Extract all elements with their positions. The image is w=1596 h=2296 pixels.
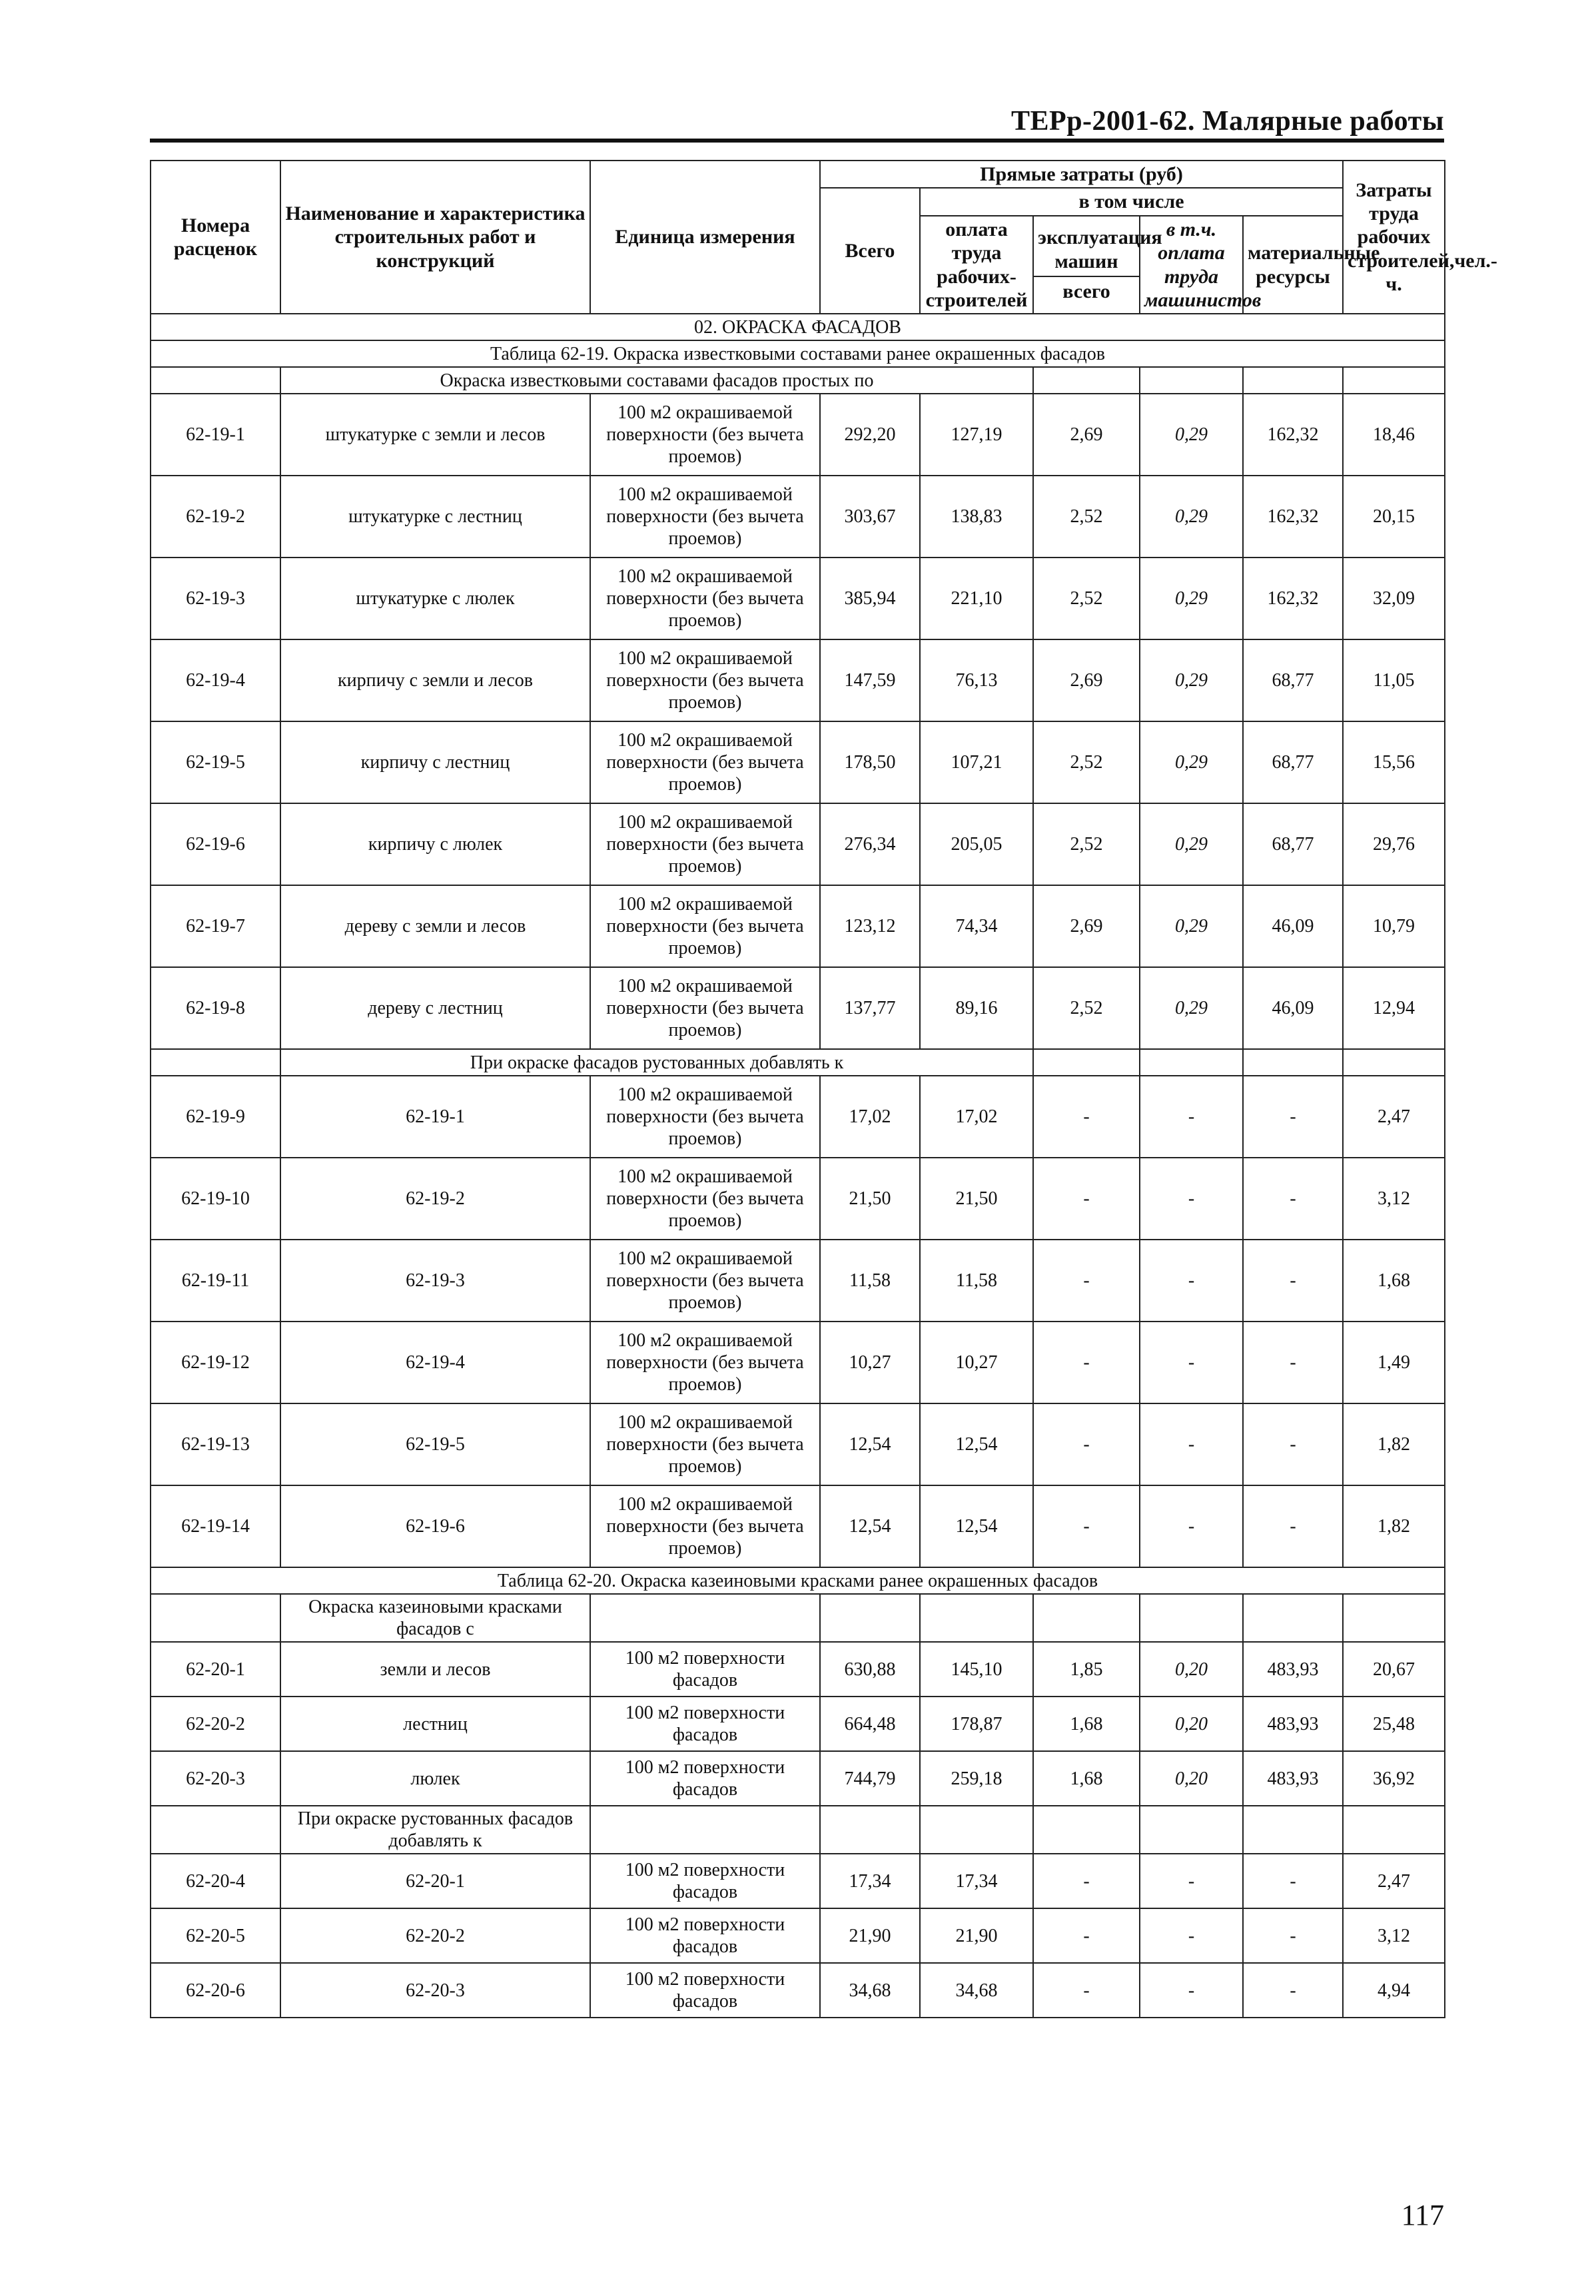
- wages-cell: 34,68: [920, 1963, 1033, 2018]
- unit-cell: 100 м2 поверхности фасадов: [590, 1697, 820, 1751]
- spacer-cell: [1140, 1594, 1243, 1642]
- labor-cell: 20,15: [1343, 476, 1445, 558]
- rate-code-cell: 62-19-6: [151, 803, 280, 885]
- section-title: 02. ОКРАСКА ФАСАДОВ: [151, 314, 1445, 340]
- wages-cell: 76,13: [920, 639, 1033, 721]
- spacer-cell: [1243, 1806, 1343, 1854]
- spacer-cell: [1033, 1594, 1140, 1642]
- spacer-cell: [151, 1806, 280, 1854]
- labor-cell: 25,48: [1343, 1697, 1445, 1751]
- machinist-wages-cell: -: [1140, 1485, 1243, 1567]
- total-cell: 12,54: [820, 1485, 920, 1567]
- materials-cell: 483,93: [1243, 1697, 1343, 1751]
- work-name-cell: люлек: [280, 1751, 590, 1806]
- spacer-cell: [1343, 1594, 1445, 1642]
- work-name-cell: штукатурке с люлек: [280, 558, 590, 639]
- rate-code-cell: 62-19-13: [151, 1403, 280, 1485]
- wages-cell: 12,54: [920, 1485, 1033, 1567]
- table-header: [151, 161, 1497, 314]
- spacer-cell: [820, 1806, 920, 1854]
- wages-cell: 221,10: [920, 558, 1033, 639]
- machinist-wages-cell: -: [1140, 1854, 1243, 1908]
- wages-cell: 17,34: [920, 1854, 1033, 1908]
- wages-cell: 21,90: [920, 1908, 1033, 1963]
- rate-code-cell: 62-20-5: [151, 1908, 280, 1963]
- materials-cell: 483,93: [1243, 1751, 1343, 1806]
- total-cell: 276,34: [820, 803, 920, 885]
- title-row: [151, 1567, 1445, 1594]
- table-row: [151, 1322, 1445, 1403]
- unit-cell: 100 м2 окрашиваемой поверхности (без вычета проемов): [590, 1240, 820, 1322]
- spacer-cell: [1140, 1049, 1243, 1076]
- labor-cell: 2,47: [1343, 1076, 1445, 1158]
- machines-cell: -: [1033, 1963, 1140, 2018]
- table-row: [151, 967, 1445, 1049]
- wages-cell: 145,10: [920, 1642, 1033, 1697]
- unit-cell: 100 м2 окрашиваемой поверхности (без вычета проемов): [590, 1076, 820, 1158]
- work-name-cell: штукатурке с лестниц: [280, 476, 590, 558]
- work-name-cell: 62-20-1: [280, 1854, 590, 1908]
- labor-cell: 3,12: [1343, 1158, 1445, 1240]
- machinist-wages-cell: 0,29: [1140, 558, 1243, 639]
- unit-cell: 100 м2 окрашиваемой поверхности (без вычета проемов): [590, 639, 820, 721]
- materials-cell: 483,93: [1243, 1642, 1343, 1697]
- unit-cell: 100 м2 поверхности фасадов: [590, 1642, 820, 1697]
- machinist-wages-cell: 0,29: [1140, 803, 1243, 885]
- rate-code-cell: 62-19-7: [151, 885, 280, 967]
- column-header-total: Всего: [820, 188, 920, 314]
- unit-cell: 100 м2 окрашиваемой поверхности (без вычета проемов): [590, 721, 820, 803]
- labor-cell: 2,47: [1343, 1854, 1445, 1908]
- work-name-cell: кирпичу с люлек: [280, 803, 590, 885]
- wages-cell: 127,19: [920, 394, 1033, 476]
- materials-cell: -: [1243, 1908, 1343, 1963]
- machines-cell: -: [1033, 1076, 1140, 1158]
- table-row: [151, 1751, 1445, 1806]
- wages-cell: 89,16: [920, 967, 1033, 1049]
- unit-cell: 100 м2 поверхности фасадов: [590, 1963, 820, 2018]
- machines-cell: 1,68: [1033, 1751, 1140, 1806]
- machinist-wages-cell: -: [1140, 1158, 1243, 1240]
- table-row: [151, 1240, 1445, 1322]
- machinist-wages-cell: 0,29: [1140, 639, 1243, 721]
- total-cell: 178,50: [820, 721, 920, 803]
- machinist-wages-cell: 0,29: [1140, 967, 1243, 1049]
- work-name-cell: дереву с земли и лесов: [280, 885, 590, 967]
- unit-cell: 100 м2 окрашиваемой поверхности (без вычета проемов): [590, 1403, 820, 1485]
- machines-cell: 2,52: [1033, 476, 1140, 558]
- machinist-wages-cell: 0,20: [1140, 1642, 1243, 1697]
- table-row: [151, 721, 1445, 803]
- spacer-cell: [151, 1594, 280, 1642]
- wages-cell: 205,05: [920, 803, 1033, 885]
- labor-cell: 1,68: [1343, 1240, 1445, 1322]
- unit-cell: 100 м2 окрашиваемой поверхности (без вычета проемов): [590, 394, 820, 476]
- total-cell: 11,58: [820, 1240, 920, 1322]
- machines-cell: 2,52: [1033, 721, 1140, 803]
- machines-cell: -: [1033, 1403, 1140, 1485]
- spacer-cell: [590, 1806, 820, 1854]
- table-row: [151, 1963, 1445, 2018]
- machinist-wages-cell: 0,20: [1140, 1697, 1243, 1751]
- labor-cell: 32,09: [1343, 558, 1445, 639]
- work-name-cell: 62-19-1: [280, 1076, 590, 1158]
- labor-cell: 11,05: [1343, 639, 1445, 721]
- table-20-subtitle: Окраска казеиновыми красками фасадов с: [280, 1594, 590, 1642]
- machines-cell: -: [1033, 1240, 1140, 1322]
- unit-cell: 100 м2 окрашиваемой поверхности (без вычета проемов): [590, 558, 820, 639]
- labor-cell: 1,82: [1343, 1403, 1445, 1485]
- column-header-including: в том числе: [920, 188, 1343, 215]
- spacer-cell: [1243, 1594, 1343, 1642]
- work-name-cell: земли и лесов: [280, 1642, 590, 1697]
- spacer-cell: [920, 1806, 1033, 1854]
- wages-cell: 12,54: [920, 1403, 1033, 1485]
- unit-cell: 100 м2 поверхности фасадов: [590, 1908, 820, 1963]
- price-table: [150, 160, 1497, 2018]
- page-number: 117: [1401, 2199, 1444, 2231]
- total-cell: 744,79: [820, 1751, 920, 1806]
- machinist-wages-cell: -: [1140, 1403, 1243, 1485]
- unit-cell: 100 м2 окрашиваемой поверхности (без вычета проемов): [590, 885, 820, 967]
- column-header-machinist-wages: в т.ч. оплата труда машинистов: [1140, 216, 1243, 314]
- materials-cell: -: [1243, 1076, 1343, 1158]
- machines-cell: -: [1033, 1322, 1140, 1403]
- work-name-cell: 62-19-5: [280, 1403, 590, 1485]
- materials-cell: 68,77: [1243, 721, 1343, 803]
- unit-cell: 100 м2 окрашиваемой поверхности (без вычета проемов): [590, 1158, 820, 1240]
- materials-cell: -: [1243, 1158, 1343, 1240]
- labor-cell: 12,94: [1343, 967, 1445, 1049]
- column-header-labor: Затраты труда рабочих строителей,чел.-ч.: [1343, 161, 1445, 314]
- rate-code-cell: 62-20-6: [151, 1963, 280, 2018]
- machines-cell: 2,52: [1033, 803, 1140, 885]
- unit-cell: 100 м2 окрашиваемой поверхности (без вычета проемов): [590, 476, 820, 558]
- labor-cell: 10,79: [1343, 885, 1445, 967]
- rate-code-cell: 62-19-12: [151, 1322, 280, 1403]
- unit-cell: 100 м2 поверхности фасадов: [590, 1751, 820, 1806]
- table-19-rustic-title: При окраске фасадов рустованных добавлять к: [280, 1049, 1033, 1076]
- labor-cell: 18,46: [1343, 394, 1445, 476]
- rate-code-cell: 62-20-2: [151, 1697, 280, 1751]
- materials-cell: 46,09: [1243, 885, 1343, 967]
- spacer-cell: [1343, 367, 1445, 394]
- total-cell: 303,67: [820, 476, 920, 558]
- wages-cell: 10,27: [920, 1322, 1033, 1403]
- column-header-unit: Единица измерения: [590, 161, 820, 314]
- machinist-wages-cell: -: [1140, 1240, 1243, 1322]
- materials-cell: -: [1243, 1485, 1343, 1567]
- rate-code-cell: 62-20-1: [151, 1642, 280, 1697]
- work-name-cell: 62-19-2: [280, 1158, 590, 1240]
- total-cell: 664,48: [820, 1697, 920, 1751]
- section-row: [151, 1049, 1445, 1076]
- total-cell: 12,54: [820, 1403, 920, 1485]
- spacer-cell: [1343, 1806, 1445, 1854]
- work-name-cell: 62-20-3: [280, 1963, 590, 2018]
- spacer-cell: [590, 1594, 820, 1642]
- column-header-number: Номера расценок: [151, 161, 280, 314]
- spacer-cell: [1140, 1806, 1243, 1854]
- column-header-machines-label: эксплуатация машин: [1038, 226, 1162, 272]
- spacer-cell: [1243, 367, 1343, 394]
- machines-cell: 2,52: [1033, 558, 1140, 639]
- total-cell: 17,34: [820, 1854, 920, 1908]
- table-row: [151, 885, 1445, 967]
- materials-cell: 68,77: [1243, 639, 1343, 721]
- table-row: [151, 1697, 1445, 1751]
- rate-code-cell: 62-19-9: [151, 1076, 280, 1158]
- header-rule: [150, 139, 1444, 143]
- table-row: [151, 1076, 1445, 1158]
- total-cell: 630,88: [820, 1642, 920, 1697]
- machines-cell: -: [1033, 1485, 1140, 1567]
- rate-code-cell: 62-19-3: [151, 558, 280, 639]
- column-header-direct-costs: Прямые затраты (руб): [820, 161, 1343, 188]
- work-name-cell: 62-19-6: [280, 1485, 590, 1567]
- total-cell: 17,02: [820, 1076, 920, 1158]
- machines-cell: -: [1033, 1854, 1140, 1908]
- spacer-cell: [1033, 1049, 1140, 1076]
- unit-cell: 100 м2 окрашиваемой поверхности (без вычета проемов): [590, 1485, 820, 1567]
- machinist-wages-cell: 0,29: [1140, 885, 1243, 967]
- table-row: [151, 803, 1445, 885]
- machinist-wages-cell: 0,29: [1140, 721, 1243, 803]
- table-19-title: Таблица 62-19. Окраска известковыми составами ранее окрашенных фасадов: [151, 340, 1445, 367]
- work-name-cell: дереву с лестниц: [280, 967, 590, 1049]
- spacer-cell: [1343, 1049, 1445, 1076]
- table-row: [151, 1854, 1445, 1908]
- rate-code-cell: 62-20-4: [151, 1854, 280, 1908]
- total-cell: 21,90: [820, 1908, 920, 1963]
- labor-cell: 36,92: [1343, 1751, 1445, 1806]
- labor-cell: 20,67: [1343, 1642, 1445, 1697]
- table-row: [151, 1158, 1445, 1240]
- work-name-cell: лестниц: [280, 1697, 590, 1751]
- rate-code-cell: 62-20-3: [151, 1751, 280, 1806]
- unit-cell: 100 м2 поверхности фасадов: [590, 1854, 820, 1908]
- table-20-title: Таблица 62-20. Окраска казеиновыми красками ранее окрашенных фасадов: [151, 1567, 1445, 1594]
- rate-code-cell: 62-19-2: [151, 476, 280, 558]
- table-row: [151, 476, 1445, 558]
- table-20-rustic-title: При окраске рустованных фасадов добавлять к: [280, 1806, 590, 1854]
- total-cell: 123,12: [820, 885, 920, 967]
- table-row: [151, 394, 1445, 476]
- machinist-wages-cell: -: [1140, 1076, 1243, 1158]
- section-row: [151, 1594, 1445, 1642]
- work-name-cell: кирпичу с земли и лесов: [280, 639, 590, 721]
- labor-cell: 15,56: [1343, 721, 1445, 803]
- column-header-name: Наименование и характеристика строительных работ и конструкций: [280, 161, 590, 314]
- spacer-cell: [1033, 1806, 1140, 1854]
- rate-code-cell: 62-19-5: [151, 721, 280, 803]
- total-cell: 147,59: [820, 639, 920, 721]
- rate-code-cell: 62-19-4: [151, 639, 280, 721]
- machines-cell: 2,69: [1033, 639, 1140, 721]
- wages-cell: 138,83: [920, 476, 1033, 558]
- section-row: [151, 1806, 1445, 1854]
- table-row: [151, 1642, 1445, 1697]
- machinist-wages-cell: 0,29: [1140, 476, 1243, 558]
- materials-cell: -: [1243, 1322, 1343, 1403]
- rate-code-cell: 62-19-8: [151, 967, 280, 1049]
- column-header-machines: [1033, 216, 1162, 314]
- machines-cell: 2,69: [1033, 885, 1140, 967]
- materials-cell: 162,32: [1243, 394, 1343, 476]
- work-name-cell: штукатурке с земли и лесов: [280, 394, 590, 476]
- wages-cell: 178,87: [920, 1697, 1033, 1751]
- rate-code-cell: 62-19-14: [151, 1485, 280, 1567]
- machines-cell: -: [1033, 1908, 1140, 1963]
- spacer-cell: [1140, 367, 1243, 394]
- column-header-materials: материальные ресурсы: [1243, 216, 1343, 314]
- machines-cell: 2,69: [1033, 394, 1140, 476]
- spacer-cell: [1033, 367, 1140, 394]
- rate-code-cell: 62-19-11: [151, 1240, 280, 1322]
- work-name-cell: 62-19-3: [280, 1240, 590, 1322]
- spacer-cell: [920, 1594, 1033, 1642]
- total-cell: 34,68: [820, 1963, 920, 2018]
- materials-cell: -: [1243, 1854, 1343, 1908]
- materials-cell: 46,09: [1243, 967, 1343, 1049]
- total-cell: 385,94: [820, 558, 920, 639]
- materials-cell: -: [1243, 1963, 1343, 2018]
- spacer-cell: [151, 1049, 280, 1076]
- table-row: [151, 1908, 1445, 1963]
- machines-cell: 2,52: [1033, 967, 1140, 1049]
- document-header-title: ТЕРр-2001-62. Малярные работы: [1011, 106, 1444, 137]
- spacer-cell: [151, 367, 280, 394]
- materials-cell: -: [1243, 1403, 1343, 1485]
- labor-cell: 1,82: [1343, 1485, 1445, 1567]
- work-name-cell: кирпичу с лестниц: [280, 721, 590, 803]
- work-name-cell: 62-20-2: [280, 1908, 590, 1963]
- wages-cell: 11,58: [920, 1240, 1033, 1322]
- machinist-wages-cell: 0,20: [1140, 1751, 1243, 1806]
- table-row: [151, 1403, 1445, 1485]
- table-row: [151, 639, 1445, 721]
- machinist-wages-cell: -: [1140, 1908, 1243, 1963]
- machines-cell: 1,68: [1033, 1697, 1140, 1751]
- total-cell: 292,20: [820, 394, 920, 476]
- spacer-cell: [1243, 1049, 1343, 1076]
- materials-cell: 68,77: [1243, 803, 1343, 885]
- machines-cell: -: [1033, 1158, 1140, 1240]
- total-cell: 10,27: [820, 1322, 920, 1403]
- unit-cell: 100 м2 окрашиваемой поверхности (без вычета проемов): [590, 967, 820, 1049]
- unit-cell: 100 м2 окрашиваемой поверхности (без вычета проемов): [590, 803, 820, 885]
- wages-cell: 107,21: [920, 721, 1033, 803]
- unit-cell: 100 м2 окрашиваемой поверхности (без вычета проемов): [590, 1322, 820, 1403]
- wages-cell: 21,50: [920, 1158, 1033, 1240]
- table-row: [151, 1485, 1445, 1567]
- wages-cell: 74,34: [920, 885, 1033, 967]
- labor-cell: 29,76: [1343, 803, 1445, 885]
- rate-code-cell: 62-19-10: [151, 1158, 280, 1240]
- materials-cell: 162,32: [1243, 558, 1343, 639]
- work-name-cell: 62-19-4: [280, 1322, 590, 1403]
- machinist-wages-cell: -: [1140, 1963, 1243, 2018]
- rate-code-cell: 62-19-1: [151, 394, 280, 476]
- spacer-cell: [820, 1594, 920, 1642]
- labor-cell: 1,49: [1343, 1322, 1445, 1403]
- table-row: [151, 558, 1445, 639]
- materials-cell: -: [1243, 1240, 1343, 1322]
- labor-cell: 4,94: [1343, 1963, 1445, 2018]
- column-header-wages: оплата труда рабочих-строителей: [920, 216, 1033, 314]
- table-19-subtitle: Окраска известковыми составами фасадов простых по: [280, 367, 1033, 394]
- machinist-wages-cell: 0,29: [1140, 394, 1243, 476]
- materials-cell: 162,32: [1243, 476, 1343, 558]
- total-cell: 137,77: [820, 967, 920, 1049]
- labor-cell: 3,12: [1343, 1908, 1445, 1963]
- machinist-wages-cell: -: [1140, 1322, 1243, 1403]
- machines-cell: 1,85: [1033, 1642, 1140, 1697]
- column-header-machines-total: всего: [1034, 276, 1139, 303]
- wages-cell: 17,02: [920, 1076, 1033, 1158]
- table-body: [151, 314, 1445, 2018]
- total-cell: 21,50: [820, 1158, 920, 1240]
- wages-cell: 259,18: [920, 1751, 1033, 1806]
